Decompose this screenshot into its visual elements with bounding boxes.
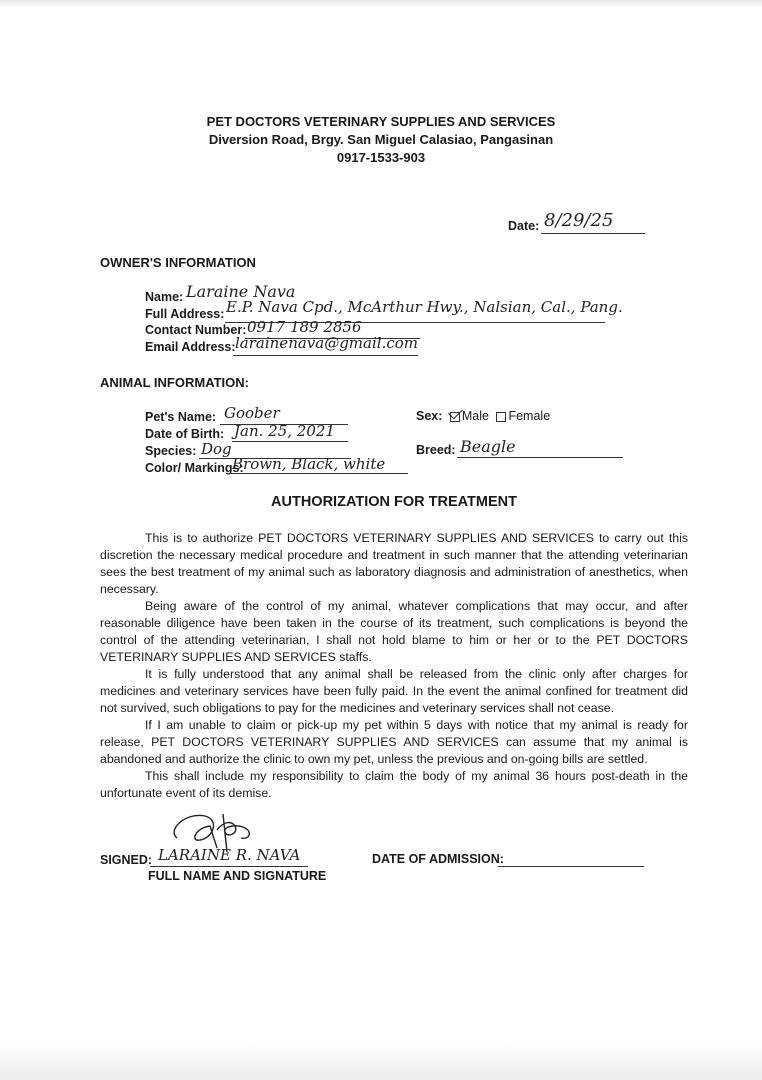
breed-value: Beagle bbox=[460, 437, 516, 456]
clinic-address: Diversion Road, Brgy. San Miguel Calasiao, Pangasinan bbox=[208, 132, 554, 147]
authorization-body bbox=[100, 530, 688, 802]
scan-edge-top bbox=[0, 0, 762, 8]
authorization-paragraph: It is fully understood that any animal shall be released from the clinic only after charges for medicines and veterinary services have been fully paid. In the event the animal confined for treatment did not survived, such obligations to pay for the medicines and veterinary services shall not cease. bbox=[100, 667, 688, 715]
owner-address-value: E.P. Nava Cpd., McArthur Hwy., Nalsian, Cal., Pang. bbox=[226, 298, 623, 316]
owner-contact-label: Contact Number: bbox=[145, 323, 247, 337]
owner-email-value: larainenava@gmail.com bbox=[235, 334, 418, 352]
owner-email-line bbox=[233, 355, 418, 356]
authorization-paragraph: This is to authorize PET DOCTORS VETERINARY SUPPLIES AND SERVICES to carry out this discretion the necessary medical procedure and treatment in such manner that the attending veterinarian sees the best treatment of my animal such as laboratory diagnosis and administration of anesthetics, when necessary. bbox=[100, 531, 688, 596]
signer-name: LARAINE R. NAVA bbox=[158, 846, 301, 864]
color-value: Brown, Black, white bbox=[232, 455, 386, 473]
signature-caption: FULL NAME AND SIGNATURE bbox=[148, 869, 327, 883]
admission-label: DATE OF ADMISSION: bbox=[372, 852, 504, 866]
signed-label: SIGNED: bbox=[100, 853, 153, 867]
color-label: Color/ Markings: bbox=[145, 461, 244, 475]
breed-label: Breed: bbox=[416, 443, 456, 457]
signature-line bbox=[150, 866, 308, 867]
owner-address-label: Full Address: bbox=[145, 307, 225, 321]
scan-edge-bottom bbox=[0, 1040, 762, 1080]
pet-name-label: Pet's Name: bbox=[145, 410, 217, 424]
animal-section-title: ANIMAL INFORMATION: bbox=[100, 375, 249, 390]
breed-line bbox=[457, 457, 623, 458]
date-value: 8/29/25 bbox=[544, 210, 614, 231]
pet-name-value: Goober bbox=[224, 404, 280, 422]
sex-female-checkbox[interactable] bbox=[496, 412, 506, 422]
sex-label: Sex: bbox=[416, 409, 443, 423]
owner-name-value: Laraine Nava bbox=[186, 282, 296, 301]
clinic-phone: 0917-1533-903 bbox=[336, 150, 426, 165]
owner-name-label: Name: bbox=[145, 290, 184, 304]
color-line bbox=[230, 473, 408, 474]
dob-line bbox=[232, 441, 348, 442]
authorization-paragraph: This shall include my responsibility to claim the body of my animal 36 hours post-death in the unfortunate event of its demise. bbox=[100, 769, 688, 800]
owner-email-label: Email Address: bbox=[145, 340, 236, 354]
clinic-name: PET DOCTORS VETERINARY SUPPLIES AND SERVICES bbox=[206, 114, 556, 129]
sex-field bbox=[416, 409, 550, 423]
dob-label: Date of Birth: bbox=[145, 427, 225, 441]
admission-line bbox=[498, 866, 644, 867]
date-line bbox=[541, 233, 645, 234]
sex-male-label: Male bbox=[461, 409, 489, 423]
sex-female-label: Female bbox=[508, 409, 551, 423]
authorization-paragraph: Being aware of the control of my animal, whatever complications that may occur, and after reasonable diligence have been taken in the course of its treatment, such complications is beyond the control of the attending veterinarian, I shall not hold blame to him or her or to the PET DOCTORS VETERINARY SUPPLIES AND SERVICES staffs. bbox=[100, 599, 688, 664]
date-label: Date: bbox=[508, 219, 540, 233]
species-value: Dog bbox=[201, 440, 232, 458]
owner-contact-value: 0917 189 2856 bbox=[247, 318, 362, 336]
authorization-paragraph: If I am unable to claim or pick-up my pet within 5 days with notice that my animal is ready for release, PET DOCTORS VETERINARY SUPPLIES AND SERVICES can assume that my animal is abandoned and authorize the clinic to own my pet, unless the previous and on-going bills are settled. bbox=[100, 718, 688, 766]
dob-value: Jan. 25, 2021 bbox=[234, 422, 335, 440]
species-label: Species: bbox=[145, 444, 197, 458]
sex-male-checkbox[interactable] bbox=[450, 412, 460, 422]
authorization-title: AUTHORIZATION FOR TREATMENT bbox=[271, 494, 517, 510]
owner-section-title: OWNER'S INFORMATION bbox=[100, 255, 256, 270]
